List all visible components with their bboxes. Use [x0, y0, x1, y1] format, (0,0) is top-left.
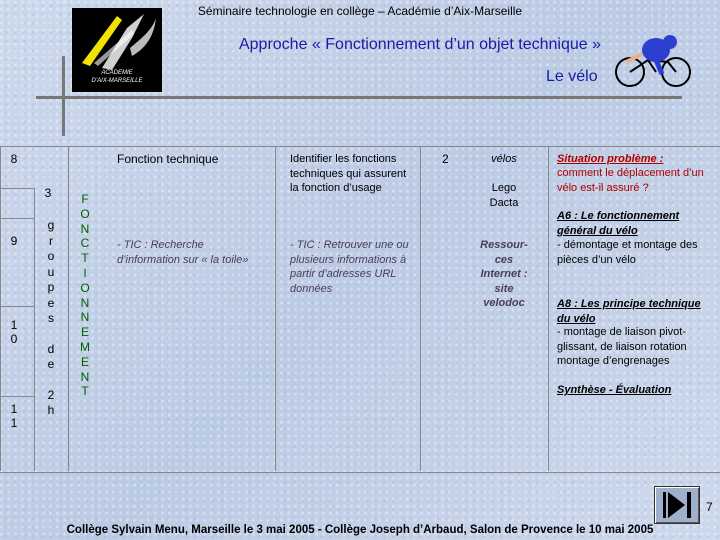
stack-letter: e: [47, 295, 55, 310]
table-col-border: [68, 146, 69, 471]
stack-letter: I: [83, 265, 87, 280]
topic-label: Le vélo: [546, 68, 598, 85]
stack-letter: N: [80, 295, 90, 310]
stack-letter: E: [80, 325, 89, 340]
logo-text-1: ACADEMIE: [101, 70, 133, 76]
cyclist-icon: [612, 32, 696, 90]
stack-letter: C: [80, 236, 90, 251]
a6-title: A6 : Le fonctionnement général du vélo: [557, 210, 680, 237]
stack-letter: O: [80, 280, 90, 295]
row-number: 8: [10, 152, 18, 166]
stack-letter: O: [80, 206, 90, 221]
stack-letter: d: [47, 341, 55, 356]
table-col-border: [548, 146, 549, 471]
synthese-label: Synthèse - Évaluation: [557, 384, 672, 396]
header-divider-horizontal: [36, 96, 682, 99]
row-number: 1 1: [10, 402, 18, 430]
a8-text: - montage de liaison pivot-glissant, de liaison rotation montage d’engrenages: [557, 326, 687, 367]
stack-letter: s: [48, 311, 54, 325]
logo-text-2: D’AIX-MARSEILLE: [91, 78, 143, 84]
stack-gap: [44, 327, 58, 342]
resource-lego: Lego Dacta: [489, 182, 519, 209]
stack-letter: h: [47, 403, 55, 417]
stack-letter: N: [80, 369, 90, 384]
stack-letter: g: [47, 218, 55, 232]
table-col-border: [275, 146, 276, 471]
row-number: 9: [10, 234, 18, 248]
stack-letter: F: [81, 192, 89, 206]
footer-text: Collège Sylvain Menu, Marseille le 3 mai 2005 - Collège Joseph d’Arbaud, Salon de Provence le 10 mai 2005: [66, 524, 654, 536]
stack-letter: u: [47, 264, 55, 279]
table-row-border: [0, 188, 34, 189]
resource-bikes: vélos: [491, 153, 517, 165]
function-heading: Fonction technique: [117, 152, 219, 166]
table-col-border: [0, 146, 1, 471]
row-number: 1 0: [10, 318, 18, 346]
stack-letter: o: [47, 249, 55, 263]
resource-internet: Ressour- ces Internet : site velodoc: [480, 239, 528, 309]
groups-hours-stack: [44, 218, 58, 419]
a8-title: A8 : Les principe technique du vélo: [557, 298, 701, 325]
header-title: Séminaire technologie en collège – Académie d’Aix-Marseille: [197, 4, 523, 18]
table-col-border: [420, 146, 421, 471]
stack-letter: e: [47, 357, 55, 371]
stack-letter: N: [80, 310, 90, 325]
stack-letter: 2: [47, 387, 55, 402]
weeks-count: 3: [44, 186, 52, 200]
a6-text: - démontage et montage des pièces d’un vélo: [557, 239, 698, 266]
page-number: 7: [706, 500, 713, 514]
table-col-border: [34, 188, 35, 471]
stack-letter: T: [81, 251, 89, 266]
stack-letter: r: [49, 233, 53, 248]
function-tic: - TIC : Recherche d’information sur « la toile»: [117, 239, 249, 266]
table-row-border: [0, 218, 34, 219]
stack-gap: [44, 373, 58, 388]
slide-subtitle: Approche « Fonctionnement d’un objet technique »: [238, 36, 602, 53]
table-row-border: [0, 306, 34, 307]
fonctionnement-stack: [78, 192, 92, 399]
next-slide-button[interactable]: [654, 486, 700, 524]
identify-tic: - TIC : Retrouver une ou plusieurs informations à partir d’adresses URL données: [290, 239, 409, 295]
situation-title: Situation problème :: [557, 153, 664, 165]
stack-letter: p: [47, 280, 55, 294]
identify-heading: Identifier les fonctions techniques qui assurent la fonction d’usage: [290, 153, 407, 194]
count-value: 2: [442, 152, 449, 166]
situation-text: comment le déplacement d’un vélo est-il assuré ?: [557, 167, 704, 194]
stack-letter: N: [80, 221, 90, 236]
table-row-border: [0, 396, 34, 397]
stack-letter: E: [80, 354, 89, 369]
stack-letter: M: [80, 339, 90, 354]
stack-letter: T: [81, 384, 89, 399]
